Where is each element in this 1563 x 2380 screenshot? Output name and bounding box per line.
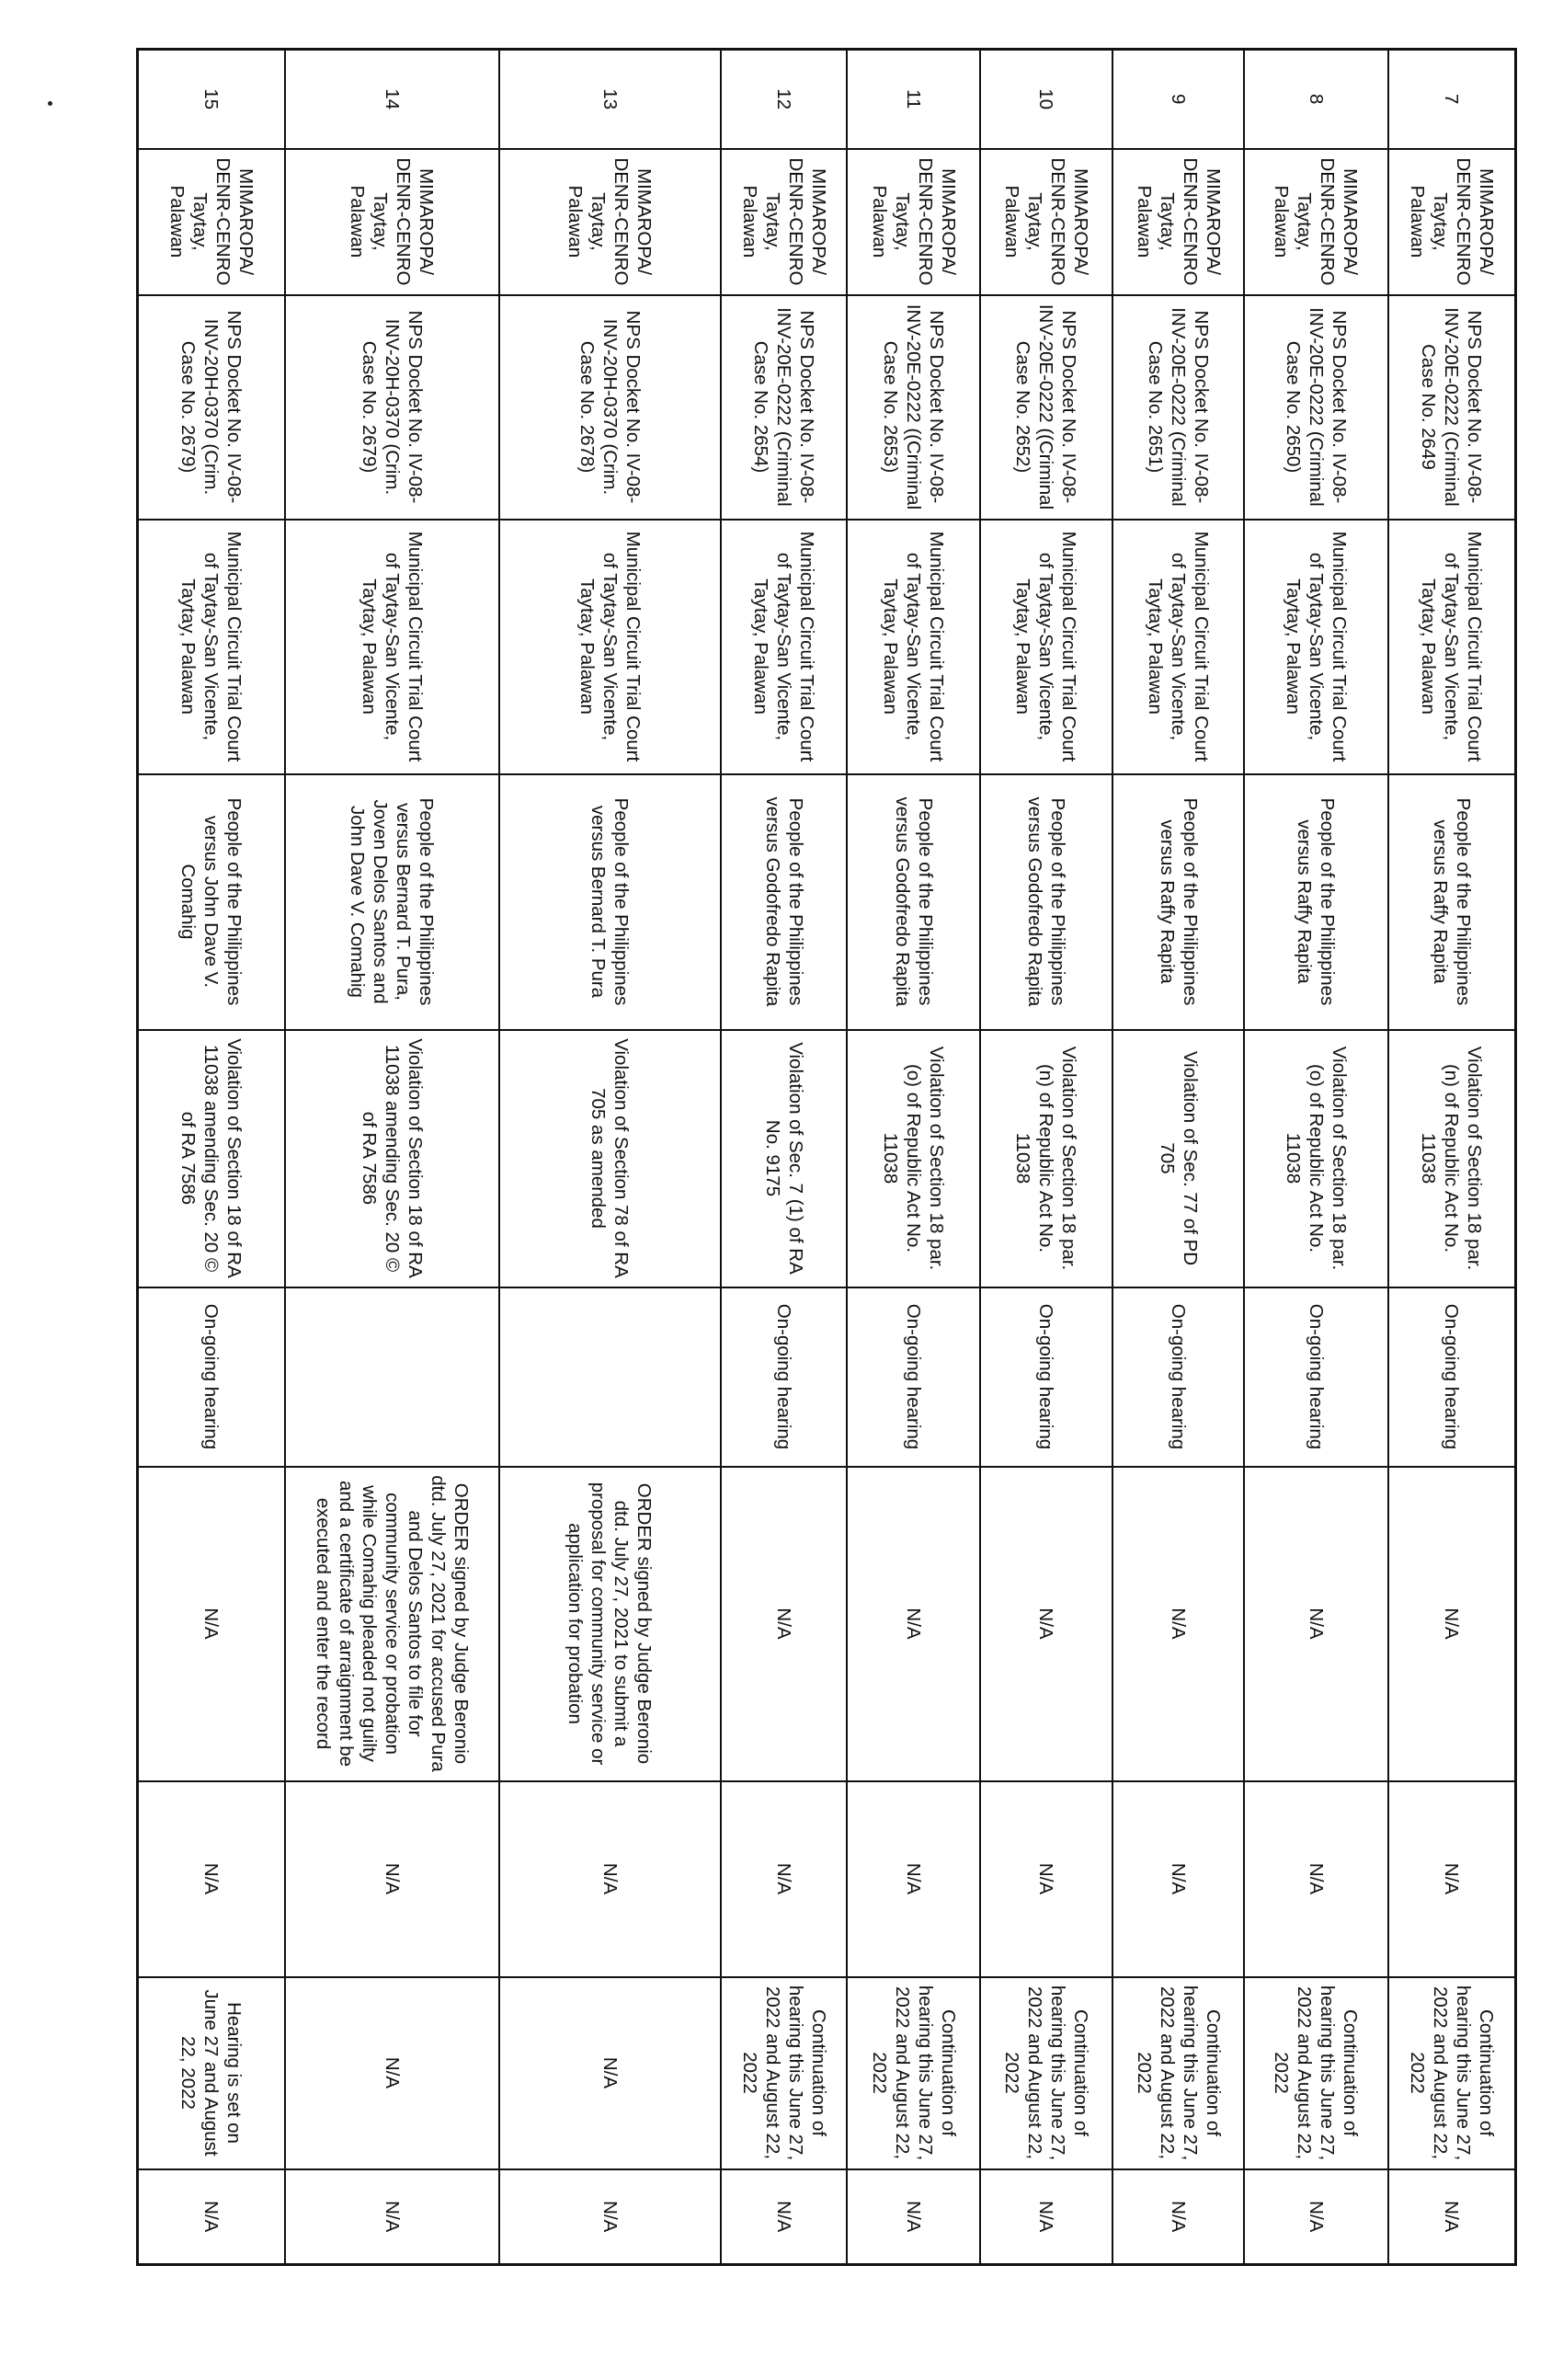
order-cell: N/A <box>980 1467 1112 1781</box>
row-number: 9 <box>1112 50 1244 149</box>
case-title-cell: People of the Philippines versus Raffy Rapita <box>1244 774 1387 1030</box>
offense-cell: Violation of Section 18 par. (o) of Republic Act No. 11038 <box>1244 1030 1387 1287</box>
order-cell: N/A <box>1112 1467 1244 1781</box>
office-cell: MIMAROPA/ DENR-CENRO Taytay, Palawan <box>499 149 721 295</box>
court-cell: Municipal Circuit Trial Court of Taytay-San Vicente, Taytay, Palawan <box>848 520 980 774</box>
row-number: 10 <box>980 50 1112 149</box>
column-8-cell: N/A <box>138 1781 285 1977</box>
docket-cell: NPS Docket No. IV-08-INV-20E-0222 (Criminal Case No. 2649 <box>1388 295 1516 520</box>
status-cell <box>499 1287 721 1467</box>
row-number: 15 <box>138 50 285 149</box>
table-row <box>1112 50 1244 2265</box>
status-cell <box>285 1287 499 1467</box>
case-title-cell: People of the Philippines versus Raffy Rapita <box>1112 774 1244 1030</box>
order-cell: ORDER signed by Judge Beronio dtd. July 27, 2021 for accused Pura and Delos Santos to file for community service or probation while Comahig pleaded not guilty and a certificate of arraignment be executed and enter the record <box>285 1467 499 1781</box>
table-row <box>138 50 285 2265</box>
docket-cell: NPS Docket No. IV-08-INV-20E-0222 (Criminal Case No. 2650) <box>1244 295 1387 520</box>
column-8-cell: N/A <box>721 1781 848 1977</box>
row-number: 12 <box>721 50 848 149</box>
order-cell: N/A <box>138 1467 285 1781</box>
status-cell: On-going hearing <box>138 1287 285 1467</box>
status-cell: On-going hearing <box>721 1287 848 1467</box>
column-10-cell: N/A <box>285 2169 499 2265</box>
court-cell: Municipal Circuit Trial Court of Taytay-San Vicente, Taytay, Palawan <box>499 520 721 774</box>
row-number: 14 <box>285 50 499 149</box>
table-row <box>285 50 499 2265</box>
status-cell: On-going hearing <box>1244 1287 1387 1467</box>
column-8-cell: N/A <box>848 1781 980 1977</box>
order-cell: N/A <box>721 1467 848 1781</box>
column-8-cell: N/A <box>499 1781 721 1977</box>
status-cell: On-going hearing <box>848 1287 980 1467</box>
next-hearing-cell: Continuation of hearing this June 27, 2022 and August 22, 2022 <box>1112 1977 1244 2169</box>
table-row <box>1244 50 1387 2265</box>
office-cell: MIMAROPA/ DENR-CENRO Taytay, Palawan <box>721 149 848 295</box>
docket-cell: NPS Docket No. IV-08-INV-20E-0222 (Criminal Case No. 2651) <box>1112 295 1244 520</box>
order-cell: N/A <box>1388 1467 1516 1781</box>
court-cell: Municipal Circuit Trial Court of Taytay-San Vicente, Taytay, Palawan <box>1388 520 1516 774</box>
court-cell: Municipal Circuit Trial Court of Taytay-San Vicente, Taytay, Palawan <box>1112 520 1244 774</box>
office-cell: MIMAROPA/ DENR-CENRO Taytay, Palawan <box>848 149 980 295</box>
status-cell: On-going hearing <box>1388 1287 1516 1467</box>
office-cell: MIMAROPA/ DENR-CENRO Taytay, Palawan <box>138 149 285 295</box>
court-cell: Municipal Circuit Trial Court of Taytay-San Vicente, Taytay, Palawan <box>285 520 499 774</box>
case-title-cell: People of the Philippines versus Godofredo Rapita <box>848 774 980 1030</box>
column-10-cell: N/A <box>848 2169 980 2265</box>
offense-cell: Violation of Section 78 of RA 705 as amended <box>499 1030 721 1287</box>
column-8-cell: N/A <box>980 1781 1112 1977</box>
next-hearing-cell: Continuation of hearing this June 27, 2022 and August 22, 2022 <box>721 1977 848 2169</box>
column-8-cell: N/A <box>1244 1781 1387 1977</box>
next-hearing-cell: Hearing is set on June 27 and August 22, 2022 <box>138 1977 285 2169</box>
table-row <box>980 50 1112 2265</box>
order-cell: N/A <box>1244 1467 1387 1781</box>
office-cell: MIMAROPA/ DENR-CENRO Taytay, Palawan <box>1388 149 1516 295</box>
order-cell: N/A <box>848 1467 980 1781</box>
column-10-cell: N/A <box>1388 2169 1516 2265</box>
column-10-cell: N/A <box>980 2169 1112 2265</box>
table-row <box>499 50 721 2265</box>
next-hearing-cell: Continuation of hearing this June 27, 2022 and August 22, 2022 <box>848 1977 980 2169</box>
next-hearing-cell: Continuation of hearing this June 27, 2022 and August 22, 2022 <box>1244 1977 1387 2169</box>
order-cell: ORDER signed by Judge Beronio dtd. July 27, 2021 to submit a proposal for community service or application for probation <box>499 1467 721 1781</box>
offense-cell: Violation of Section 18 par. (o) of Republic Act No. 11038 <box>848 1030 980 1287</box>
column-8-cell: N/A <box>285 1781 499 1977</box>
status-cell: On-going hearing <box>980 1287 1112 1467</box>
docket-cell: NPS Docket No. IV-08-INV-20E-0222 ((Criminal Case No. 2652) <box>980 295 1112 520</box>
case-title-cell: People of the Philippines versus Godofredo Rapita <box>980 774 1112 1030</box>
office-cell: MIMAROPA/ DENR-CENRO Taytay, Palawan <box>980 149 1112 295</box>
row-number: 11 <box>848 50 980 149</box>
column-10-cell: N/A <box>1112 2169 1244 2265</box>
offense-cell: Violation of Section 18 of RA 11038 amending Sec. 20 © of RA 7586 <box>138 1030 285 1287</box>
case-title-cell: People of the Philippines versus Raffy Rapita <box>1388 774 1516 1030</box>
case-title-cell: People of the Philippines versus Bernard T. Pura <box>499 774 721 1030</box>
table-row <box>721 50 848 2265</box>
row-number: 8 <box>1244 50 1387 149</box>
court-cell: Municipal Circuit Trial Court of Taytay-San Vicente, Taytay, Palawan <box>721 520 848 774</box>
case-rows <box>138 50 1516 2265</box>
case-title-cell: People of the Philippines versus Bernard T. Pura, Joven Delos Santos and John Dave V. Comahig <box>285 774 499 1030</box>
next-hearing-cell: Continuation of hearing this June 27, 2022 and August 22, 2022 <box>1388 1977 1516 2169</box>
offense-cell: Violation of Section 18 of RA 11038 amending Sec. 20 © of RA 7586 <box>285 1030 499 1287</box>
row-number: 13 <box>499 50 721 149</box>
office-cell: MIMAROPA/ DENR-CENRO Taytay, Palawan <box>1244 149 1387 295</box>
column-10-cell: N/A <box>721 2169 848 2265</box>
column-10-cell: N/A <box>1244 2169 1387 2265</box>
column-8-cell: N/A <box>1388 1781 1516 1977</box>
offense-cell: Violation of Sec. 77 of PD 705 <box>1112 1030 1244 1287</box>
docket-cell: NPS Docket No. IV-08-INV-20H-0370 (Crim. Case No. 2679) <box>138 295 285 520</box>
court-cell: Municipal Circuit Trial Court of Taytay-San Vicente, Taytay, Palawan <box>980 520 1112 774</box>
row-number: 7 <box>1388 50 1516 149</box>
next-hearing-cell: N/A <box>499 1977 721 2169</box>
court-cell: Municipal Circuit Trial Court of Taytay-San Vicente, Taytay, Palawan <box>1244 520 1387 774</box>
office-cell: MIMAROPA/ DENR-CENRO Taytay, Palawan <box>285 149 499 295</box>
office-cell: MIMAROPA/ DENR-CENRO Taytay, Palawan <box>1112 149 1244 295</box>
offense-cell: Violation of Sec. 7 (1) of RA No. 9175 <box>721 1030 848 1287</box>
next-hearing-cell: Continuation of hearing this June 27, 2022 and August 22, 2022 <box>980 1977 1112 2169</box>
docket-cell: NPS Docket No. IV-08-INV-20E-0222 (Criminal Case No. 2654) <box>721 295 848 520</box>
offense-cell: Violation of Section 18 par. (n) of Republic Act No. 11038 <box>980 1030 1112 1287</box>
column-10-cell: N/A <box>499 2169 721 2265</box>
docket-cell: NPS Docket No. IV-08-INV-20H-0370 (Crim. Case No. 2678) <box>499 295 721 520</box>
offense-cell: Violation of Section 18 par. (n) of Republic Act No. 11038 <box>1388 1030 1516 1287</box>
table-row <box>1388 50 1516 2265</box>
docket-cell: NPS Docket No. IV-08-INV-20E-0222 ((Criminal Case No. 2653) <box>848 295 980 520</box>
docket-cell: NPS Docket No. IV-08-INV-20H-0370 (Crim. Case No. 2679) <box>285 295 499 520</box>
status-cell: On-going hearing <box>1112 1287 1244 1467</box>
case-title-cell: People of the Philippines versus Godofredo Rapita <box>721 774 848 1030</box>
court-cell: Municipal Circuit Trial Court of Taytay-San Vicente, Taytay, Palawan <box>138 520 285 774</box>
column-10-cell: N/A <box>138 2169 285 2265</box>
table-row <box>848 50 980 2265</box>
column-8-cell: N/A <box>1112 1781 1244 1977</box>
case-table <box>136 48 1517 2266</box>
next-hearing-cell: N/A <box>285 1977 499 2169</box>
case-title-cell: People of the Philippines versus John Dave V. Comahig <box>138 774 285 1030</box>
